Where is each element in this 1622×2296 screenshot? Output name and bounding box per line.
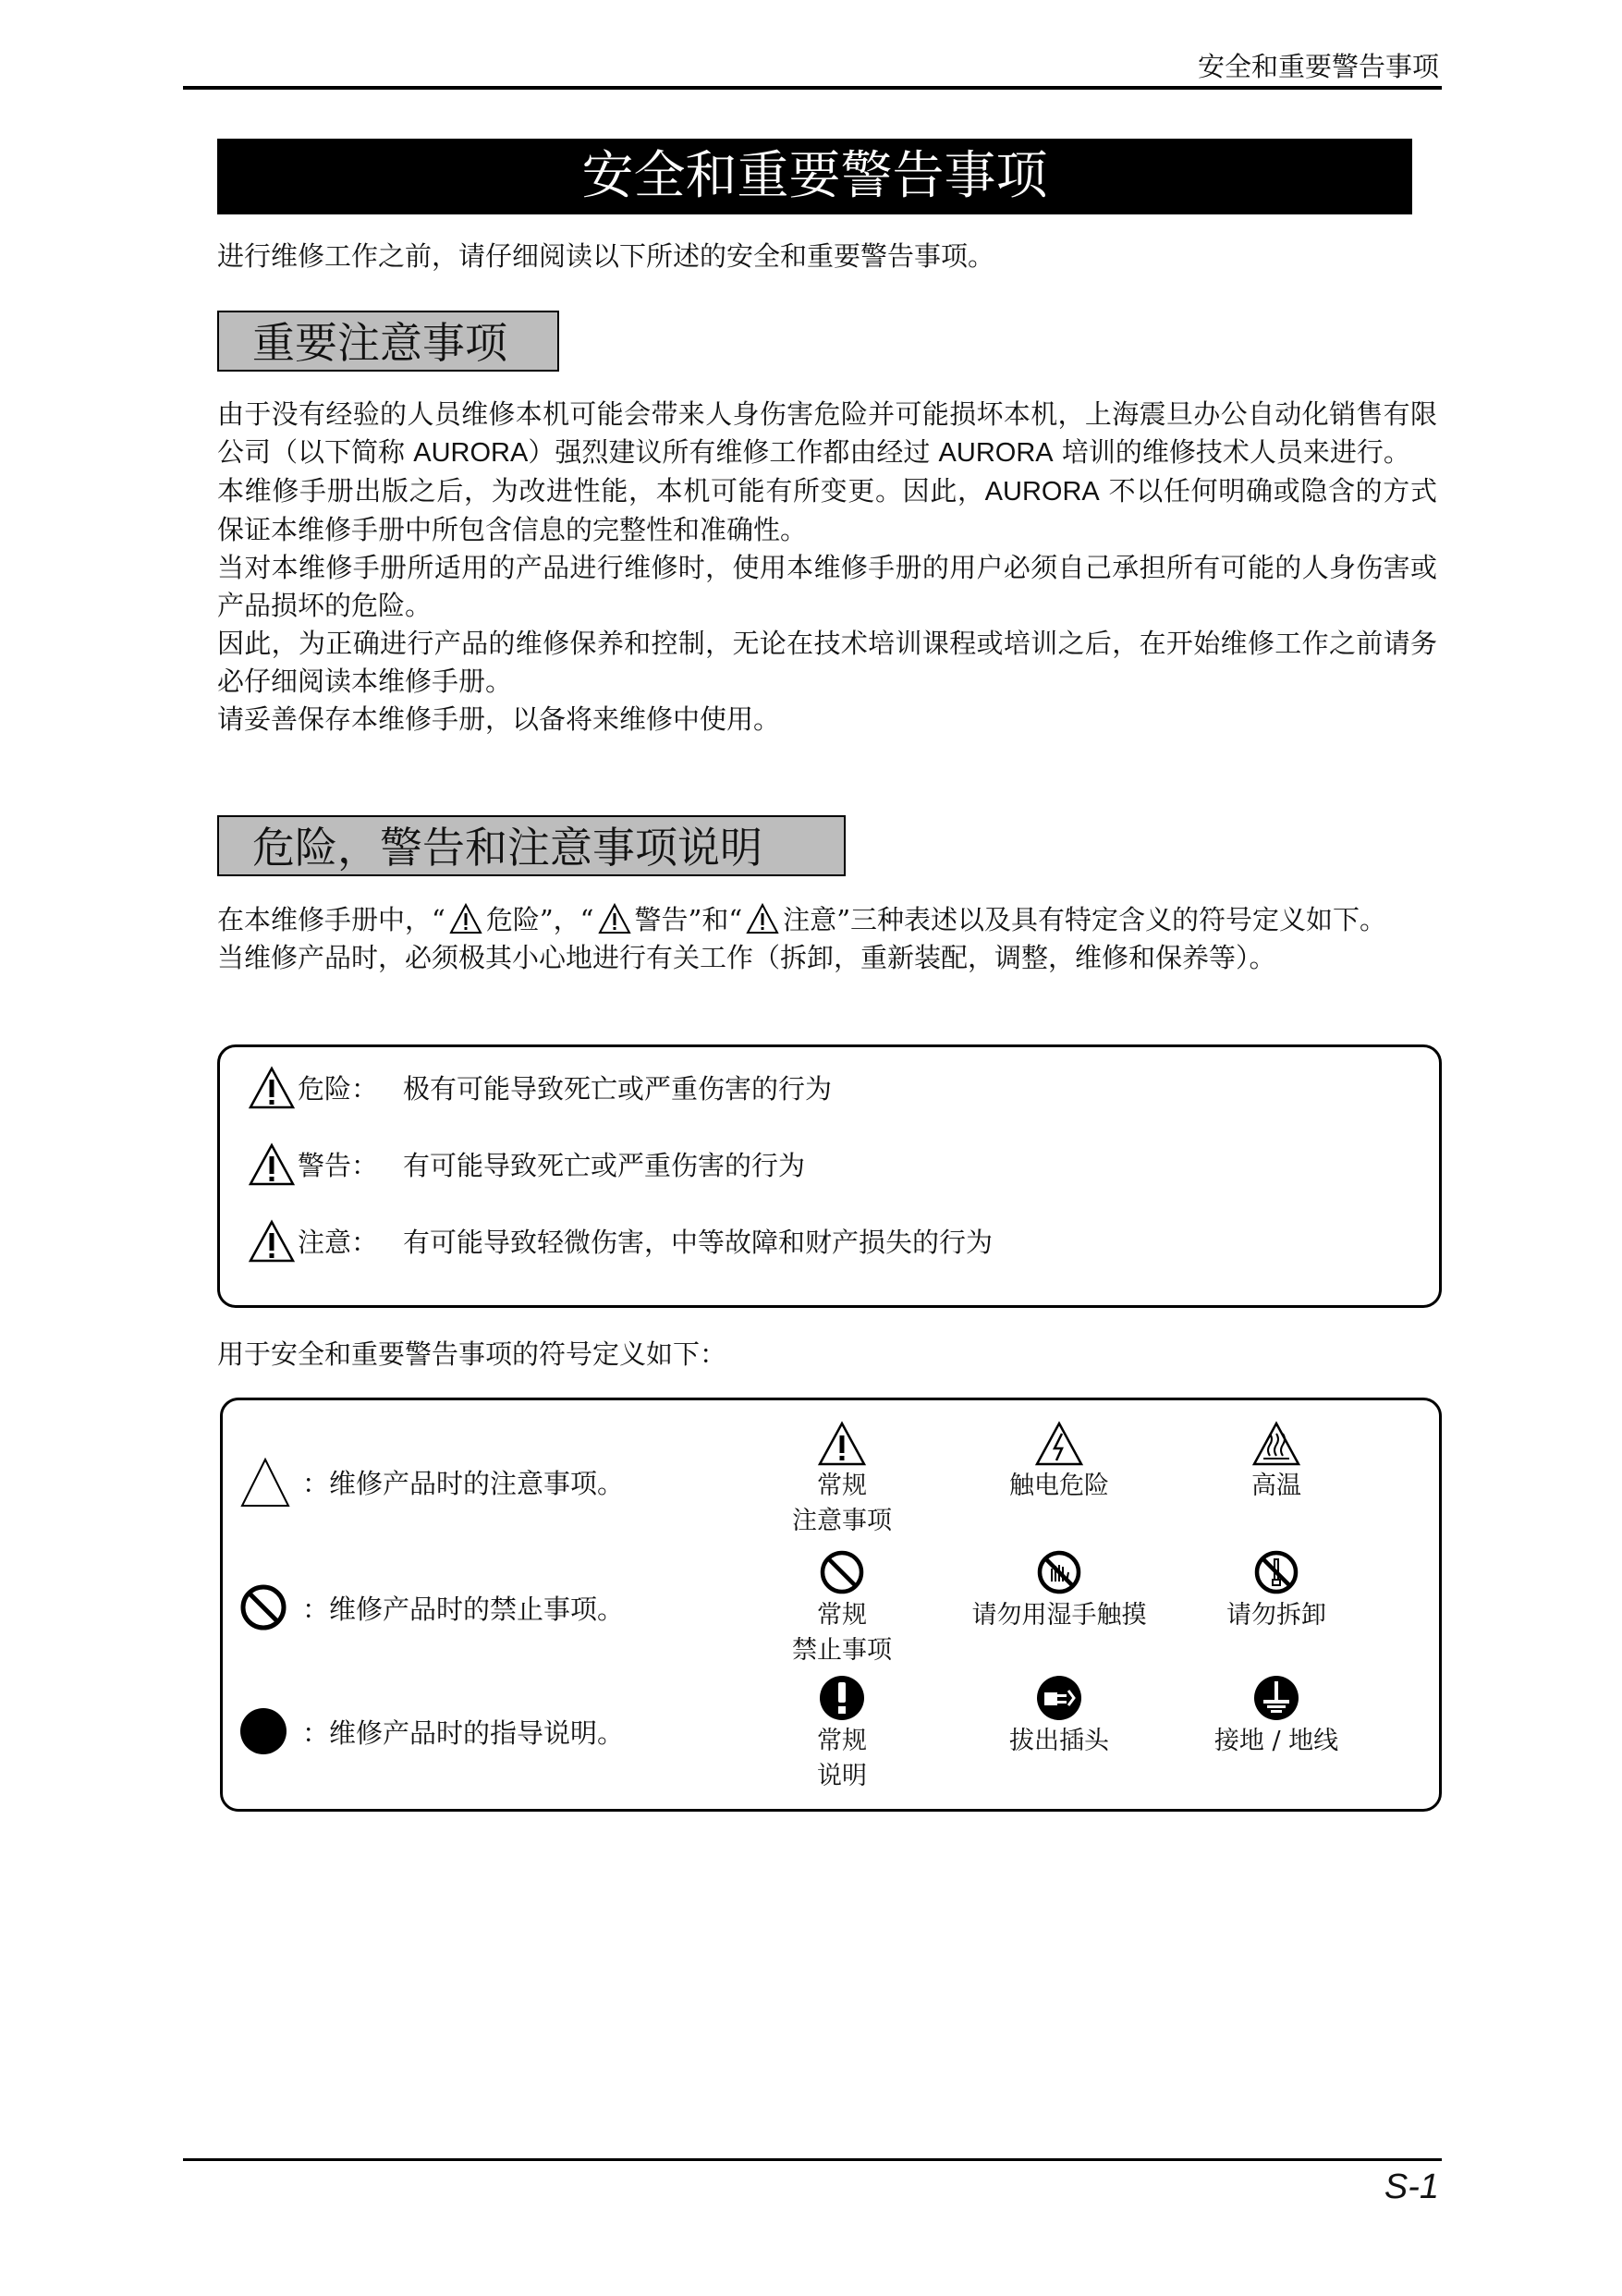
level-label: 注意： bbox=[298, 1227, 379, 1258]
section1-paragraph-5: 请妥善保存本维修手册，以备将来维修中使用。 bbox=[217, 703, 781, 735]
symbol-unplug bbox=[948, 1674, 1170, 1759]
warning-triangle-icon bbox=[449, 903, 482, 934]
warning-triangle-icon bbox=[248, 1219, 296, 1264]
brand-name: AURORA bbox=[984, 477, 1100, 507]
symbol-label: 高温 bbox=[1251, 1472, 1301, 1500]
page-number: S-1 bbox=[1384, 2168, 1439, 2206]
symbol-label: 禁止事项 bbox=[792, 1636, 892, 1665]
electric-shock-icon bbox=[1034, 1421, 1084, 1467]
hazard-levels-box bbox=[217, 1044, 1442, 1308]
level-description: 有可能导致轻微伤害，中等故障和财产损失的行为 bbox=[403, 1227, 994, 1258]
no-wet-hands-icon bbox=[1035, 1548, 1083, 1596]
section1-paragraph-1 bbox=[217, 396, 1437, 472]
filled-circle-icon bbox=[239, 1705, 291, 1757]
danger-word: 危险 bbox=[485, 904, 540, 935]
header-rule bbox=[183, 86, 1442, 90]
symbol-label: 注意事项 bbox=[792, 1507, 892, 1535]
text-span: 在本维修手册中，“ bbox=[217, 904, 445, 935]
symbol-label: 拔出插头 bbox=[1009, 1727, 1109, 1755]
section-heading-hazard-levels: 危险，警告和注意事项说明 bbox=[217, 815, 846, 876]
symbol-general-prohibition bbox=[731, 1548, 953, 1668]
text-span: ”，“ bbox=[539, 904, 594, 935]
unplug-icon bbox=[1035, 1674, 1083, 1722]
footer-rule bbox=[183, 2158, 1442, 2161]
section1-body bbox=[217, 396, 1437, 739]
symbol-label: 常规 bbox=[817, 1727, 867, 1755]
no-disassembly-icon bbox=[1252, 1548, 1300, 1596]
symbol-label: 请勿用湿手触摸 bbox=[971, 1601, 1147, 1630]
triangle-icon bbox=[239, 1456, 291, 1509]
symbol-label: 说明 bbox=[817, 1762, 867, 1790]
text-span: ”和“ bbox=[688, 904, 743, 935]
general-prohibition-icon bbox=[818, 1548, 866, 1596]
symbol-general-instruction bbox=[731, 1674, 953, 1794]
definition-text: ：维修产品时的指导说明。 bbox=[302, 1717, 625, 1749]
symbol-definitions-box bbox=[220, 1398, 1442, 1812]
symbol-general-caution bbox=[731, 1421, 953, 1539]
text-span: 本维修手册出版之后，为改进性能，本机可能有所变更。因此， bbox=[217, 475, 985, 507]
warning-triangle-icon bbox=[248, 1066, 296, 1110]
warning-triangle-icon bbox=[598, 903, 631, 934]
running-header: 安全和重要警告事项 bbox=[1197, 51, 1439, 82]
symbol-label: 接地 / 地线 bbox=[1213, 1727, 1339, 1755]
high-temperature-icon bbox=[1251, 1421, 1301, 1467]
general-instruction-icon bbox=[818, 1674, 866, 1722]
symbol-label: 请勿拆卸 bbox=[1226, 1601, 1326, 1630]
level-label: 危险： bbox=[298, 1073, 379, 1105]
intro-text: 进行维修工作之前，请仔细阅读以下所述的安全和重要警告事项。 bbox=[217, 240, 995, 272]
text-span: ）强烈建议所有维修工作都由经过 bbox=[528, 436, 931, 468]
general-caution-icon bbox=[817, 1421, 867, 1467]
section2-body bbox=[217, 901, 1437, 977]
definition-text: ：维修产品时的禁止事项。 bbox=[302, 1594, 625, 1625]
definitions-intro: 用于安全和重要警告事项的符号定义如下： bbox=[217, 1338, 727, 1370]
warning-word: 警告 bbox=[634, 904, 689, 935]
section1-paragraph-4: 因此，为正确进行产品的维修保养和控制，无论在技术培训课程或培训之后，在开始维修工作之前请务必仔细阅读本维修手册。 bbox=[217, 628, 1437, 697]
text-span: 不以任何明确或隐含的方式保证本维修手册中所包含信息的完整性和准确性。 bbox=[217, 475, 1437, 545]
section-heading-important: 重要注意事项 bbox=[217, 311, 559, 372]
text-span: ”三种表述以及具有特定含义的符号定义如下。 bbox=[836, 904, 1387, 935]
symbol-electric-shock bbox=[948, 1421, 1170, 1504]
symbol-high-temperature bbox=[1165, 1421, 1387, 1504]
symbol-no-disassembly bbox=[1165, 1548, 1387, 1633]
symbol-ground bbox=[1165, 1674, 1387, 1759]
brand-name: AURORA bbox=[938, 438, 1054, 468]
symbol-label: 触电危险 bbox=[1009, 1472, 1109, 1500]
warning-triangle-icon bbox=[746, 903, 779, 934]
section2-paragraph-1 bbox=[217, 901, 1437, 939]
level-description: 有可能导致死亡或严重伤害的行为 bbox=[403, 1150, 806, 1181]
warning-triangle-icon bbox=[248, 1142, 296, 1187]
caution-word: 注意 bbox=[783, 904, 837, 935]
section2-paragraph-2: 当维修产品时，必须极其小心地进行有关工作（拆卸，重新装配，调整，维修和保养等）。 bbox=[217, 942, 1276, 973]
prohibition-icon bbox=[239, 1582, 291, 1633]
section1-paragraph-2 bbox=[217, 472, 1437, 549]
level-description: 极有可能导致死亡或严重伤害的行为 bbox=[403, 1073, 833, 1105]
text-span: 由于没有经验的人员维修本机可能会带来人身伤害危险并可能损坏本机，上海震旦办公自动化销售有限公司（以下简称 bbox=[217, 398, 1437, 468]
symbol-label: 常规 bbox=[817, 1472, 867, 1500]
text-span: 培训的维修技术人员来进行。 bbox=[1061, 436, 1410, 468]
definition-text: ：维修产品时的注意事项。 bbox=[302, 1468, 625, 1499]
section1-paragraph-3: 当对本维修手册所适用的产品进行维修时，使用本维修手册的用户必须自己承担所有可能的人身伤害或产品损坏的危险。 bbox=[217, 552, 1437, 621]
page-title: 安全和重要警告事项 bbox=[217, 139, 1412, 214]
ground-icon bbox=[1252, 1674, 1300, 1722]
brand-name: AURORA bbox=[413, 438, 529, 468]
symbol-label: 常规 bbox=[817, 1601, 867, 1630]
symbol-no-wet-hands bbox=[948, 1548, 1170, 1633]
level-label: 警告： bbox=[298, 1150, 379, 1181]
